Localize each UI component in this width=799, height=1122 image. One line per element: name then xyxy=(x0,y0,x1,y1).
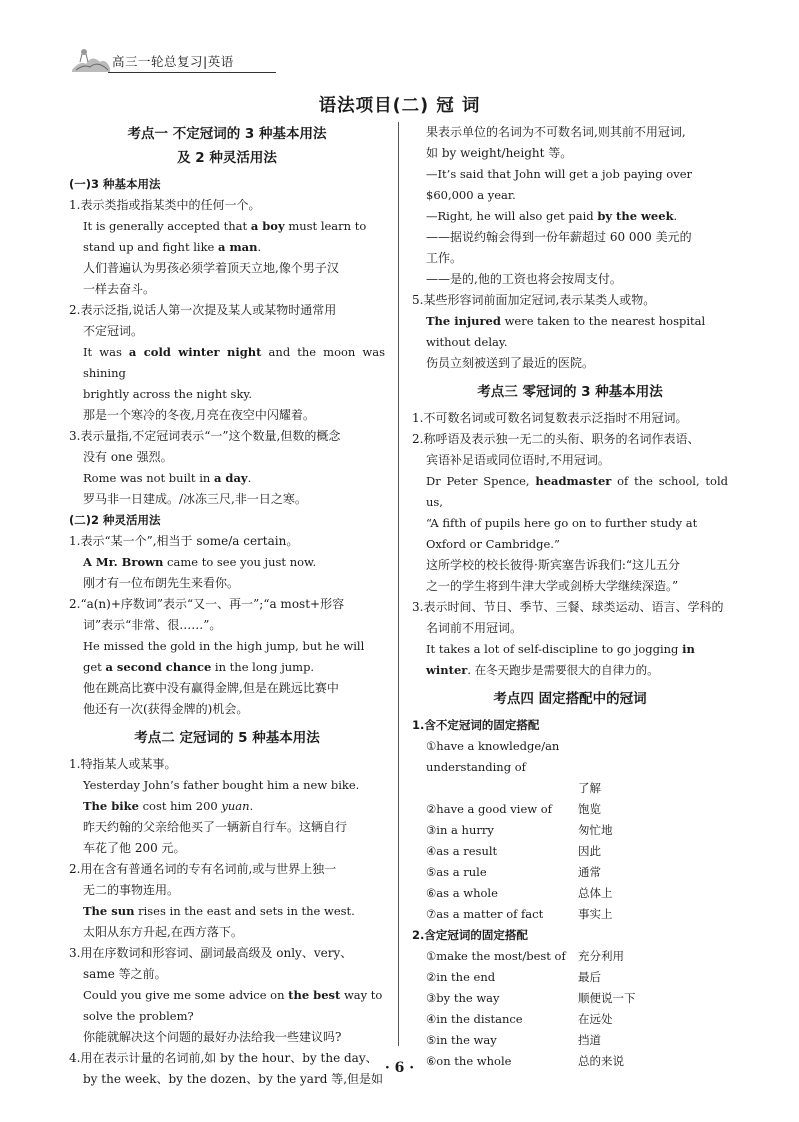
list-item: 没有 one 强烈。 xyxy=(83,450,173,464)
subsection-title: 2.含定冠词的固定搭配 xyxy=(412,928,528,942)
example-en: It takes a lot of self-discipline to go jogging in xyxy=(426,642,695,656)
fixed-phrase-list xyxy=(412,736,728,925)
example-en: The bike cost him 200 yuan. xyxy=(83,799,254,813)
example-en: $60,000 a year. xyxy=(426,188,516,202)
list-item: 无二的事物连用。 xyxy=(83,883,180,897)
example-cn: 他还有一次(获得金牌的)机会。 xyxy=(83,702,249,716)
phrase-cn: 匆忙地 xyxy=(578,823,613,837)
list-item: 2.“a(n)+序数词”表示“又一、再一”;“a most+形容 xyxy=(69,597,345,611)
phrase-cn: 因此 xyxy=(578,844,601,858)
phrase-en: ⑥as a whole xyxy=(426,886,498,900)
fixed-phrase-list xyxy=(412,946,728,1072)
example-cn: 伤员立刻被送到了最近的医院。 xyxy=(426,356,595,370)
list-item: 如 by weight/height 等。 xyxy=(426,146,573,160)
subsection-title: (二)2 种灵活用法 xyxy=(69,513,161,527)
example-en: brightly across the night sky. xyxy=(83,387,253,401)
example-en: A Mr. Brown came to see you just now. xyxy=(83,555,317,569)
section-title: 考点一 不定冠词的 3 种基本用法 及 2 种灵活用法 xyxy=(127,126,327,166)
list-item: same 等之前。 xyxy=(83,967,167,981)
example-cn: ——据说约翰会得到一份年薪超过 60 000 美元的 xyxy=(426,230,692,244)
phrase-cn: 在远处 xyxy=(578,1012,613,1026)
list-item: 1.不可数名词或可数名词复数表示泛指时不用冠词。 xyxy=(412,411,688,425)
example-en: winter. 在冬天跑步是需要很大的自律力的。 xyxy=(426,663,659,677)
fixed-phrase-row xyxy=(412,841,728,862)
list-item: 2.用在含有普通名词的专有名词前,或与世界上独一 xyxy=(69,862,337,876)
list-item: 5.某些形容词前面加定冠词,表示某类人或物。 xyxy=(412,293,656,307)
example-cn: 他在跳高比赛中没有赢得金牌,但是在跳远比赛中 xyxy=(83,681,339,695)
example-cn: 罗马非一日建成。/冰冻三尺,非一日之寒。 xyxy=(83,492,307,506)
phrase-cn: 总体上 xyxy=(578,886,613,900)
phrase-cn: 顺便说一下 xyxy=(578,991,636,1005)
phrase-en: ⑥on the whole xyxy=(426,1054,512,1068)
list-item: 3.表示量指,不定冠词表示“一”这个数量,但数的概念 xyxy=(69,429,341,443)
phrase-en: ⑦as a matter of fact xyxy=(426,907,544,921)
fixed-phrase-row xyxy=(412,1030,728,1051)
column-divider xyxy=(398,122,399,1046)
phrase-cn: 总的来说 xyxy=(578,1054,624,1068)
phrase-en: ⑤in the way xyxy=(426,1033,497,1047)
section-title: 考点四 固定搭配中的冠词 xyxy=(493,691,647,707)
example-cn: 一样去奋斗。 xyxy=(83,282,156,296)
example-en: get a second chance in the long jump. xyxy=(83,660,315,674)
page-header xyxy=(70,42,270,78)
fixed-phrase-row xyxy=(412,883,728,904)
phrase-en: ③in a hurry xyxy=(426,823,494,837)
example-en: “A fifth of pupils here go on to further study at xyxy=(426,516,698,530)
example-cn: 太阳从东方升起,在西方落下。 xyxy=(83,925,243,939)
phrase-en: ④in the distance xyxy=(426,1012,523,1026)
list-item: 不定冠词。 xyxy=(83,324,144,338)
mountain-logo-icon xyxy=(70,42,112,74)
list-item: 4.用在表示计量的名词前,如 by the hour、by the day、 xyxy=(69,1051,378,1065)
phrase-en: ①have a knowledge/an understanding of xyxy=(426,739,560,774)
left-column xyxy=(69,122,385,1090)
list-item: 名词前不用冠词。 xyxy=(426,621,523,635)
example-en: Could you give me some advice on the best way to xyxy=(83,988,383,1002)
fixed-phrase-row xyxy=(412,1009,728,1030)
example-en: —It’s said that John will get a job paying over xyxy=(426,167,693,181)
list-item: 1.特指某人或某事。 xyxy=(69,757,177,771)
phrase-cn: 通常 xyxy=(578,865,601,879)
phrase-en: ④as a result xyxy=(426,844,498,858)
phrase-en xyxy=(426,778,578,799)
fixed-phrase-row xyxy=(412,778,728,799)
example-cn: 刚才有一位布朗先生来看你。 xyxy=(83,576,240,590)
example-cn: 工作。 xyxy=(426,251,463,265)
header-title: 高三一轮总复习|英语 xyxy=(112,54,234,69)
header-rule xyxy=(108,72,276,73)
example-cn: 你能就解决这个问题的最好办法给我一些建议吗? xyxy=(83,1030,342,1044)
phrase-cn: 充分利用 xyxy=(578,949,624,963)
subsection-title: 1.含不定冠词的固定搭配 xyxy=(412,718,540,732)
list-item: 1.表示类指或指某类中的任何一个。 xyxy=(69,198,261,212)
phrase-cn: 事实上 xyxy=(578,907,613,921)
subsection-title: (一)3 种基本用法 xyxy=(69,177,161,191)
example-en: Dr Peter Spence, headmaster of the school, told us, xyxy=(426,474,728,509)
phrase-en: ②have a good view of xyxy=(426,802,552,816)
section-title: 考点二 定冠词的 5 种基本用法 xyxy=(134,730,320,746)
fixed-phrase-row xyxy=(412,862,728,883)
example-cn: 这所学校的校长彼得·斯宾塞告诉我们:“这儿五分 xyxy=(426,558,680,572)
example-en: It is generally accepted that a boy must learn to xyxy=(83,219,367,233)
list-item: 2.表示泛指,说话人第一次提及某人或某物时通常用 xyxy=(69,303,337,317)
list-item: 3.用在序数词和形容词、副词最高级及 only、very、 xyxy=(69,946,353,960)
fixed-phrase-row xyxy=(412,904,728,925)
example-en: Rome was not built in a day. xyxy=(83,471,252,485)
list-item: by the week、by the dozen、by the yard 等,但是如 xyxy=(83,1072,384,1086)
example-en: The sun rises in the east and sets in the west. xyxy=(83,904,355,918)
phrase-cn: 饱览 xyxy=(578,802,601,816)
example-cn: 昨天约翰的父亲给他买了一辆新自行车。这辆自行 xyxy=(83,820,348,834)
fixed-phrase-row xyxy=(412,967,728,988)
right-column xyxy=(412,122,728,1072)
example-en: —Right, he will also get paid by the week. xyxy=(426,209,678,223)
page-number: · 6 · xyxy=(384,1060,415,1076)
example-en: stand up and fight like a man. xyxy=(83,240,262,254)
list-item: 词”表示“非常、很……”。 xyxy=(83,618,222,632)
example-cn: 之一的学生将到牛津大学或剑桥大学继续深造。” xyxy=(426,579,679,593)
fixed-phrase-row xyxy=(412,988,728,1009)
fixed-phrase-row xyxy=(412,799,728,820)
example-en: solve the problem? xyxy=(83,1009,194,1023)
example-cn: 那是一个寒冷的冬夜,月亮在夜空中闪耀着。 xyxy=(83,408,315,422)
example-en: It was a cold winter night and the moon was shining xyxy=(83,345,385,380)
phrase-en: ③by the way xyxy=(426,991,500,1005)
example-cn: 车花了他 200 元。 xyxy=(83,841,186,855)
fixed-phrase-row xyxy=(412,946,728,967)
page-title: 语法项目(二) 冠 词 xyxy=(318,96,481,116)
phrase-cn: 挡道 xyxy=(578,1033,601,1047)
example-cn: 人们普遍认为男孩必须学着顶天立地,像个男子汉 xyxy=(83,261,339,275)
phrase-cn: 了解 xyxy=(578,781,601,795)
list-item: 宾语补足语或同位语时,不用冠词。 xyxy=(426,453,610,467)
example-en: He missed the gold in the high jump, but he will xyxy=(83,639,365,653)
example-cn: ——是的,他的工资也将会按周支付。 xyxy=(426,272,622,286)
phrase-cn: 最后 xyxy=(578,970,601,984)
phrase-en: ①make the most/best of xyxy=(426,949,566,963)
example-en: Yesterday John’s father bought him a new bike. xyxy=(83,778,360,792)
example-en: Oxford or Cambridge.” xyxy=(426,537,560,551)
list-item: 1.表示“某一个”,相当于 some/a certain。 xyxy=(69,534,299,548)
section-title: 考点三 零冠词的 3 种基本用法 xyxy=(477,384,663,400)
list-item: 2.称呼语及表示独一无二的头衔、职务的名词作表语、 xyxy=(412,432,700,446)
fixed-phrase-row xyxy=(412,736,728,778)
phrase-en: ⑤as a rule xyxy=(426,865,487,879)
list-item: 3.表示时间、节日、季节、三餐、球类运动、语言、学科的 xyxy=(412,600,724,614)
example-en: without delay. xyxy=(426,335,508,349)
phrase-en: ②in the end xyxy=(426,970,496,984)
fixed-phrase-row xyxy=(412,820,728,841)
list-item: 果表示单位的名词为不可数名词,则其前不用冠词, xyxy=(426,125,686,139)
example-en: The injured were taken to the nearest hospital xyxy=(426,314,706,328)
